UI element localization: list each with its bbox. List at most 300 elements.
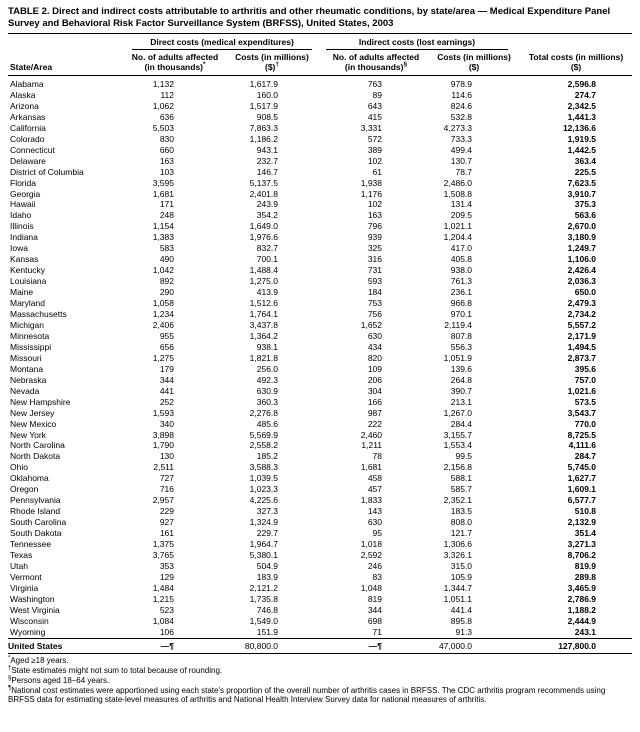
cell-state: New York	[10, 429, 46, 440]
cell-indirect-costs: 121.7	[450, 528, 473, 539]
cell-indirect-costs: 824.6	[450, 100, 473, 111]
cell-direct-costs: 630.9	[256, 385, 279, 396]
cell-total-costs: 4,111.6	[568, 440, 597, 451]
cell-indirect-adults: 1,681	[360, 462, 383, 473]
cell-direct-adults: 1,484	[152, 582, 174, 593]
table-row	[8, 495, 632, 506]
table-row	[8, 517, 632, 528]
table-row	[8, 287, 632, 298]
cell-state: Maine	[10, 287, 34, 298]
cell-state: Nebraska	[10, 374, 47, 385]
cell-state: Louisiana	[10, 276, 47, 287]
cell-indirect-adults: 643	[367, 100, 383, 111]
footnote-marker: †	[8, 665, 12, 672]
cell-indirect-costs: 47,000.0	[428, 638, 520, 654]
cell-direct-costs: 151.9	[256, 626, 279, 637]
cell-direct-costs: 4,225.6	[249, 495, 279, 506]
cell-indirect-costs: 315.0	[450, 560, 473, 571]
table-row	[8, 594, 632, 605]
table-row	[8, 430, 632, 441]
table-row	[8, 145, 632, 156]
cell-state: Maryland	[10, 298, 45, 309]
cell-indirect-adults: 763	[367, 79, 383, 89]
cell-direct-adults: 2,511	[153, 462, 174, 473]
cell-total-costs: 2,786.9	[567, 593, 597, 604]
table-row	[8, 550, 632, 561]
table-row	[8, 397, 632, 408]
table-row	[8, 583, 632, 594]
cell-indirect-adults: 95	[372, 528, 383, 539]
cell-direct-costs: 5,137.5	[249, 177, 279, 188]
cell-state: Connecticut	[10, 144, 55, 155]
table-title: TABLE 2. Direct and indirect costs attributable to arthritis and other rheumatic conditions, by state/area — Medical Expenditure Panel Survey and Behavioral Risk Factor Surveillance System (BRFSS), United States, 2003	[8, 6, 611, 29]
cell-total-costs: 3,465.9	[567, 582, 597, 593]
cell-total-costs: 1,021.6	[567, 385, 597, 396]
cell-total-costs: 2,444.9	[567, 615, 597, 626]
footnote-marker: *	[8, 655, 11, 662]
group-header-row	[8, 34, 632, 51]
table-row	[8, 232, 632, 243]
total-row-united-states	[8, 638, 632, 654]
cell-indirect-costs: 970.1	[450, 309, 473, 320]
cell-indirect-adults: 71	[372, 626, 383, 637]
table-row	[8, 473, 632, 484]
cell-indirect-adults: 819	[367, 593, 383, 604]
cell-direct-adults: 290	[159, 287, 174, 298]
header-line: Costs (in millions)	[437, 52, 511, 62]
cell-total-costs: 127,800.0	[520, 638, 632, 654]
cell-total-costs: 363.4	[574, 155, 597, 166]
cell-state: Hawaii	[10, 199, 36, 210]
cell-state: Colorado	[10, 133, 45, 144]
cell-state: New Jersey	[10, 407, 55, 418]
table-row	[8, 561, 632, 572]
table-row	[8, 528, 632, 539]
cell-indirect-costs: 532.8	[450, 111, 473, 122]
column-header-direct-adults	[130, 50, 220, 76]
cell-direct-costs: 832.7	[256, 243, 279, 254]
cell-indirect-adults: 316	[367, 254, 383, 265]
cell-indirect-costs: 99.5	[455, 451, 473, 462]
cell-total-costs: 351.4	[574, 528, 597, 539]
cell-state: Minnesota	[10, 330, 50, 341]
cell-direct-costs: 160.0	[256, 89, 279, 100]
cell-state: Mississippi	[10, 341, 52, 352]
cell-indirect-adults: 593	[367, 276, 383, 287]
table-row	[8, 210, 632, 221]
table-row	[8, 178, 632, 189]
cell-total-costs: 2,670.0	[567, 221, 597, 232]
cell-state: Montana	[10, 363, 44, 374]
table-row	[8, 506, 632, 517]
cell-total-costs: 2,036.3	[567, 276, 597, 287]
cell-indirect-adults: 1,176	[360, 188, 383, 199]
cell-direct-adults: 490	[159, 254, 174, 265]
cell-indirect-costs: 3,326.1	[443, 549, 473, 560]
cell-state: Florida	[10, 177, 36, 188]
cell-state: Iowa	[10, 243, 28, 254]
cell-state: Kansas	[10, 254, 39, 265]
cell-total-costs: 289.8	[574, 571, 597, 582]
cell-state: Missouri	[10, 352, 42, 363]
cell-state: Kentucky	[10, 265, 45, 276]
cell-indirect-costs: 1,204.4	[443, 232, 473, 243]
footnote	[8, 666, 632, 676]
cell-indirect-adults: 304	[367, 385, 383, 396]
cell-total-costs: 395.6	[574, 363, 597, 374]
cell-direct-costs: 485.6	[256, 418, 279, 429]
cell-indirect-costs: 733.3	[450, 133, 473, 144]
cell-direct-costs: 232.7	[256, 155, 279, 166]
cell-indirect-costs: 105.9	[450, 571, 473, 582]
cell-total-costs: 1,494.5	[567, 341, 597, 352]
footnote	[8, 656, 632, 666]
cell-indirect-adults: 61	[372, 166, 383, 177]
cell-indirect-costs: 130.7	[450, 155, 473, 166]
cell-direct-adults: —¶	[130, 638, 220, 654]
cell-state: Alabama	[10, 79, 44, 89]
cell-indirect-costs: 284.4	[450, 418, 473, 429]
table-row	[8, 627, 632, 638]
table-row	[8, 605, 632, 616]
table-row	[8, 101, 632, 112]
cell-indirect-adults: 78	[372, 451, 383, 462]
cell-direct-adults: 353	[159, 560, 174, 571]
cell-indirect-adults: 987	[367, 407, 383, 418]
cell-state: South Dakota	[10, 528, 62, 539]
cell-indirect-costs: 4,273.3	[443, 122, 473, 133]
cell-direct-costs: 3,437.8	[249, 319, 279, 330]
cell-total-costs: 274.7	[574, 89, 597, 100]
cell-direct-adults: 1,593	[152, 407, 174, 418]
cell-indirect-adults: 222	[367, 418, 383, 429]
cell-total-costs: 2,596.8	[567, 79, 597, 89]
cell-total-costs: 1,441.3	[567, 111, 597, 122]
cell-direct-adults: 252	[159, 396, 174, 407]
cell-direct-adults: 2,957	[152, 495, 174, 506]
cell-indirect-costs: 1,267.0	[443, 407, 473, 418]
cell-indirect-costs: 1,021.1	[443, 221, 473, 232]
table-row	[8, 320, 632, 331]
cell-indirect-adults: 415	[367, 111, 383, 122]
cell-indirect-adults: 434	[367, 341, 383, 352]
cell-direct-adults: 171	[159, 199, 174, 210]
cell-direct-costs: 1,023.3	[249, 484, 279, 495]
cell-direct-costs: 354.2	[256, 210, 279, 221]
cell-state: Vermont	[10, 571, 42, 582]
cell-direct-adults: 660	[159, 144, 174, 155]
cell-direct-adults: 1,375	[152, 539, 174, 550]
table-row	[8, 484, 632, 495]
cell-direct-adults: 523	[159, 604, 174, 615]
table-row	[8, 76, 632, 90]
column-header-state-area	[8, 50, 130, 76]
cell-indirect-adults: 458	[367, 473, 383, 484]
cell-direct-costs: 1,764.1	[249, 309, 279, 320]
cell-direct-costs: 5,569.9	[249, 429, 279, 440]
cell-indirect-adults: 184	[367, 287, 383, 298]
cell-indirect-adults: 1,048	[360, 582, 383, 593]
footnote-marker: †	[275, 61, 280, 69]
table-row	[8, 462, 632, 473]
cell-state: Nevada	[10, 385, 40, 396]
cell-total-costs: 2,342.5	[567, 100, 597, 111]
cell-direct-costs: 1,976.6	[249, 232, 279, 243]
cell-total-costs: 6,577.7	[567, 495, 597, 506]
cell-indirect-costs: 441.4	[450, 604, 473, 615]
cell-indirect-adults: 630	[367, 517, 383, 528]
cell-state: Arkansas	[10, 111, 46, 122]
cell-indirect-costs: 2,156.8	[443, 462, 473, 473]
cell-direct-costs: 1,364.2	[249, 330, 279, 341]
cell-indirect-costs: 114.6	[451, 89, 473, 100]
table-row	[8, 309, 632, 320]
cell-state: Oregon	[10, 484, 39, 495]
cell-direct-costs: 504.9	[256, 560, 279, 571]
cell-state: Rhode Island	[10, 506, 61, 517]
table-row	[8, 199, 632, 210]
table-row	[8, 353, 632, 364]
cell-direct-adults: 340	[159, 418, 174, 429]
footnote	[8, 676, 632, 686]
cell-direct-adults: 1,681	[152, 188, 174, 199]
cell-indirect-adults: 1,938	[360, 177, 383, 188]
table-row	[8, 386, 632, 397]
cell-direct-adults: 3,595	[152, 177, 174, 188]
cell-total-costs: 3,180.9	[567, 232, 597, 243]
cell-direct-adults: 3,765	[152, 549, 174, 560]
cell-direct-costs: 1,039.5	[249, 473, 279, 484]
cell-total-costs: 2,873.7	[567, 352, 597, 363]
cell-direct-costs: 1,617.9	[249, 79, 279, 89]
cell-indirect-costs: 91.3	[455, 626, 473, 637]
table-row	[8, 189, 632, 200]
group-header-spacer	[520, 34, 632, 51]
cell-total-costs: 650.0	[574, 287, 597, 298]
cell-state: North Carolina	[10, 440, 65, 451]
cell-state: Arizona	[10, 100, 39, 111]
footnote-text: State estimates might not sum to total because of rounding.	[11, 665, 223, 675]
cell-indirect-adults: —¶	[324, 638, 428, 654]
cell-direct-adults: 583	[159, 243, 174, 254]
cell-indirect-costs: 499.4	[450, 144, 473, 155]
cell-total-costs: 1,249.7	[567, 243, 597, 254]
cell-state: Massachusetts	[10, 309, 67, 320]
cell-indirect-adults: 143	[367, 506, 383, 517]
table-row	[8, 364, 632, 375]
cell-indirect-costs: 2,352.1	[443, 495, 473, 506]
cell-direct-costs: 1,324.9	[249, 517, 279, 528]
column-header-direct-costs	[220, 50, 324, 76]
cell-indirect-costs: 264.8	[450, 374, 473, 385]
cell-direct-adults: 112	[160, 89, 174, 100]
cell-direct-costs: 256.0	[256, 363, 279, 374]
cell-total-costs: 2,479.3	[567, 298, 597, 309]
header-line: Costs (in millions)	[235, 52, 309, 62]
cell-direct-costs: 327.3	[256, 506, 279, 517]
table-row	[8, 156, 632, 167]
cell-direct-costs: 492.3	[256, 374, 279, 385]
cell-direct-costs: 1,488.4	[249, 265, 279, 276]
cell-direct-costs: 1,275.0	[249, 276, 279, 287]
cell-direct-adults: 1,062	[152, 100, 174, 111]
table-row	[8, 572, 632, 583]
cell-indirect-adults: 1,833	[360, 495, 383, 506]
cell-total-costs: 510.8	[574, 506, 597, 517]
cell-direct-costs: 360.3	[256, 396, 279, 407]
column-header-indirect-costs	[428, 50, 520, 76]
cell-direct-costs: 413.9	[256, 287, 279, 298]
cell-direct-adults: 1,132	[152, 79, 174, 89]
header-line: No. of adults affected	[131, 52, 219, 62]
cell-direct-costs: 80,800.0	[220, 638, 324, 654]
cell-direct-adults: 130	[159, 451, 174, 462]
cell-total-costs: 12,136.6	[562, 122, 597, 133]
header-line: (in thousands)	[144, 62, 204, 72]
cell-state: Ohio	[10, 462, 28, 473]
cell-direct-costs: 1,735.8	[249, 593, 279, 604]
footnote-marker: *	[203, 61, 206, 69]
cell-indirect-costs: 78.7	[455, 166, 473, 177]
cell-direct-costs: 229.7	[256, 528, 279, 539]
cell-total-costs: 573.5	[574, 396, 597, 407]
cell-total-costs: 1,442.5	[567, 144, 597, 155]
cell-direct-costs: 1,517.9	[249, 100, 279, 111]
cell-direct-costs: 700.1	[256, 254, 279, 265]
cell-state: United States	[8, 638, 130, 654]
cell-total-costs: 243.1	[574, 626, 597, 637]
cell-direct-costs: 7,863.3	[249, 122, 279, 133]
cell-total-costs: 3,543.7	[567, 407, 597, 418]
cell-indirect-costs: 807.8	[450, 330, 473, 341]
cell-indirect-adults: 2,592	[360, 549, 383, 560]
cell-indirect-costs: 938.0	[450, 265, 473, 276]
table-row	[8, 342, 632, 353]
cell-indirect-costs: 2,119.4	[444, 319, 473, 330]
table-row	[8, 331, 632, 342]
cell-indirect-adults: 89	[372, 89, 383, 100]
cell-direct-costs: 1,821.8	[249, 352, 279, 363]
cell-state: Alaska	[10, 89, 36, 100]
cell-indirect-adults: 756	[367, 309, 383, 320]
table-row	[8, 408, 632, 419]
cell-direct-adults: 1,215	[152, 593, 174, 604]
cell-state: District of Columbia	[10, 166, 84, 177]
cell-indirect-adults: 457	[367, 484, 383, 495]
cell-indirect-costs: 1,344.7	[443, 582, 473, 593]
header-line: ($)	[570, 62, 582, 72]
cell-total-costs: 2,171.9	[567, 330, 597, 341]
cell-state: Delaware	[10, 155, 46, 166]
cell-indirect-costs: 1,306.6	[443, 539, 473, 550]
cell-total-costs: 375.3	[574, 199, 597, 210]
cell-indirect-costs: 209.5	[450, 210, 473, 221]
cell-state: Tennessee	[10, 539, 52, 550]
cell-direct-costs: 243.9	[256, 199, 279, 210]
group-header-spacer	[8, 34, 130, 51]
cell-direct-adults: 656	[159, 341, 174, 352]
cell-indirect-adults: 102	[367, 155, 383, 166]
cell-indirect-adults: 246	[367, 560, 383, 571]
cell-direct-adults: 103	[159, 166, 174, 177]
cell-indirect-costs: 131.4	[450, 199, 473, 210]
cell-total-costs: 2,132.9	[567, 517, 597, 528]
table-row	[8, 265, 632, 276]
cell-direct-adults: 1,058	[152, 298, 174, 309]
header-line: Total costs (in millions)	[528, 52, 624, 62]
cell-indirect-costs: 2,486.0	[443, 177, 473, 188]
cell-direct-adults: 163	[159, 155, 174, 166]
cell-direct-adults: 716	[159, 484, 174, 495]
cell-direct-costs: 2,121.2	[249, 582, 279, 593]
cell-indirect-costs: 556.3	[450, 341, 473, 352]
table-row	[8, 440, 632, 451]
cell-state: Virginia	[10, 582, 39, 593]
cell-total-costs: 2,734.2	[567, 309, 597, 320]
cell-direct-adults: 106	[159, 626, 174, 637]
cell-direct-costs: 146.7	[256, 166, 279, 177]
cell-direct-adults: 5,503	[152, 122, 174, 133]
table-row	[8, 243, 632, 254]
cell-direct-costs: 746.8	[256, 604, 279, 615]
cell-total-costs: 8,706.2	[567, 549, 597, 560]
cell-direct-costs: 183.9	[256, 571, 279, 582]
cell-indirect-costs: 1,553.4	[443, 440, 473, 451]
table-row	[8, 254, 632, 265]
cell-total-costs: 3,910.7	[567, 188, 597, 199]
cell-direct-costs: 2,558.2	[249, 440, 279, 451]
cell-total-costs: 8,725.5	[567, 429, 597, 440]
footnote-text: National cost estimates were apportioned using each state's proportion of the overall number of arthritis cases in BRFSS. The CDC arthritis program recommends using BRFSS data for estimating state-level measures of arthritis and National Health Interview Survey data for national measures of arthritis.	[8, 685, 606, 705]
cell-direct-costs: 1,549.0	[249, 615, 279, 626]
cell-direct-adults: 441	[159, 385, 174, 396]
cell-direct-costs: 5,380.1	[249, 549, 279, 560]
cell-direct-adults: 129	[159, 571, 174, 582]
cell-indirect-adults: 820	[367, 352, 383, 363]
cell-indirect-costs: 139.6	[450, 363, 473, 374]
cell-indirect-costs: 1,051.9	[443, 352, 473, 363]
cell-total-costs: 1,106.0	[567, 254, 597, 265]
cell-state: South Carolina	[10, 517, 67, 528]
column-header-indirect-adults	[324, 50, 428, 76]
table-row	[8, 167, 632, 178]
cell-indirect-costs: 895.8	[450, 615, 473, 626]
table-row	[8, 539, 632, 550]
footnote	[8, 686, 632, 706]
footnotes	[8, 656, 632, 705]
cell-indirect-costs: 1,051.1	[443, 593, 473, 604]
table-row	[8, 451, 632, 462]
cell-direct-adults: 955	[159, 330, 174, 341]
table-body	[8, 76, 632, 639]
cell-direct-costs: 908.5	[256, 111, 279, 122]
header-line: State/Area	[10, 62, 53, 72]
cell-indirect-costs: 761.3	[450, 276, 473, 287]
cell-total-costs: 225.5	[574, 166, 597, 177]
cell-indirect-costs: 183.5	[450, 506, 473, 517]
cell-state: Oklahoma	[10, 473, 49, 484]
cell-direct-adults: 344	[159, 374, 174, 385]
cell-total-costs: 757.0	[574, 374, 597, 385]
cell-indirect-costs: 405.8	[450, 254, 473, 265]
cell-state: Georgia	[10, 188, 41, 199]
cell-indirect-adults: 83	[372, 571, 383, 582]
table-row	[8, 375, 632, 386]
footnote-text: Persons aged 18–64 years.	[11, 675, 110, 685]
cell-indirect-adults: 109	[367, 363, 383, 374]
cell-direct-costs: 938.1	[256, 341, 279, 352]
cell-indirect-adults: 344	[367, 604, 383, 615]
